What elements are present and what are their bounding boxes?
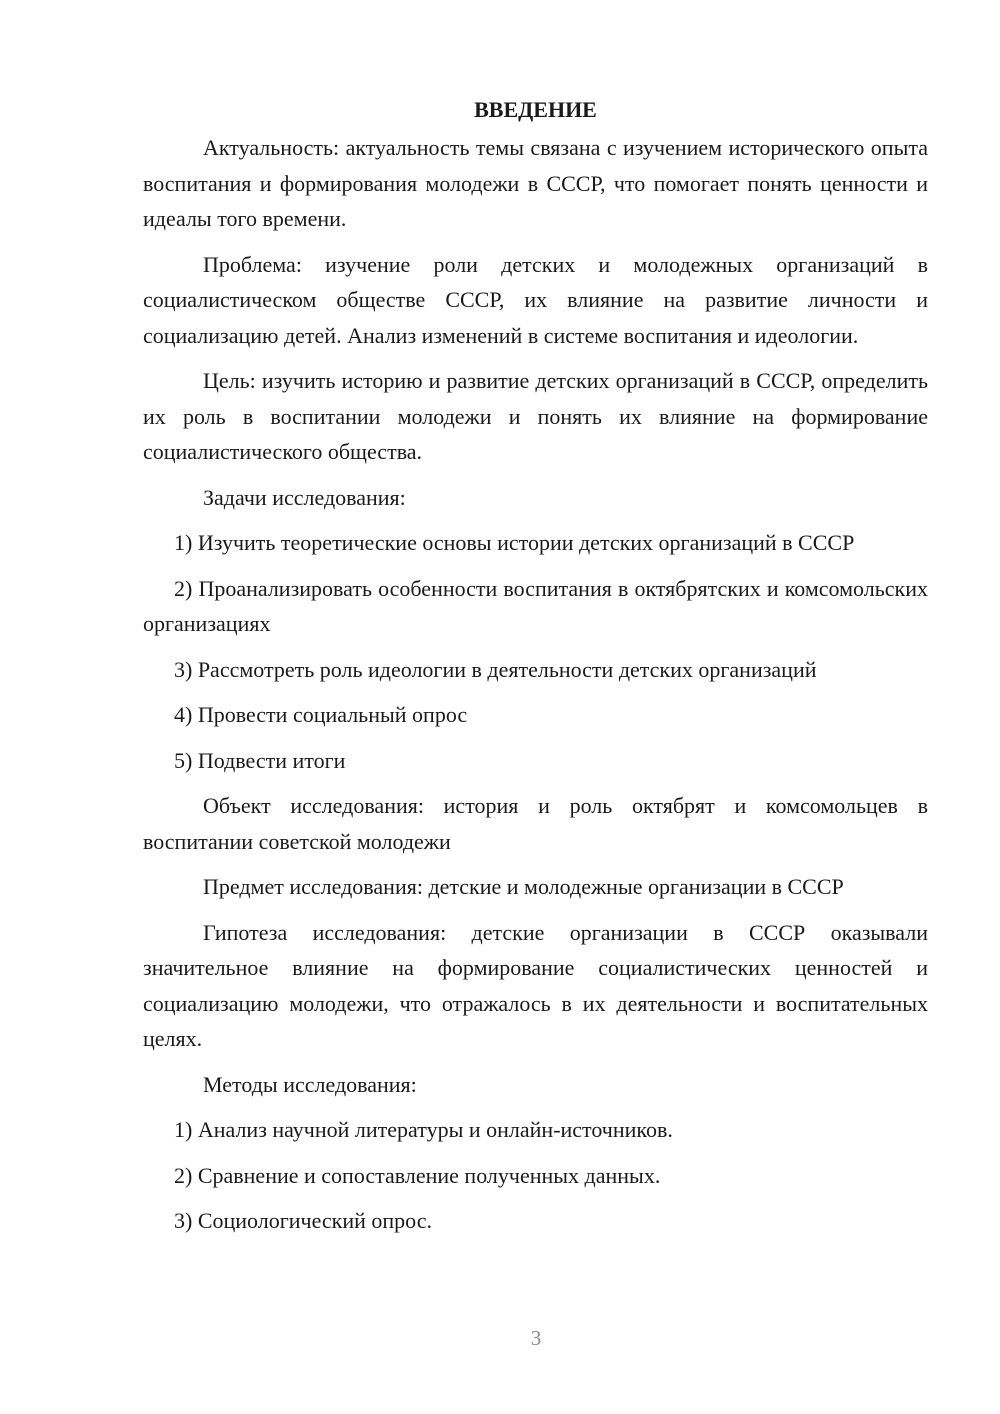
page-title: ВВЕДЕНИЕ — [474, 97, 597, 122]
method-item-1: 1) Анализ научной литературы и онлайн-источников. — [174, 1117, 673, 1142]
relevance-paragraph: Актуальность: актуальность темы связана с изучением исторического опыта воспитания и формирования молодежи в СССР, что помогает понять ценности и идеалы того времени. — [143, 135, 928, 231]
page-number: 3 — [530, 1326, 542, 1350]
subject-paragraph: Предмет исследования: детские и молодежные организации в СССР — [203, 874, 844, 899]
method-item-2: 2) Сравнение и сопоставление полученных данных. — [174, 1162, 661, 1188]
object-paragraph: Объект исследования: история и роль октябрят и комсомольцев в воспитании советской молодежи — [143, 793, 928, 854]
task-item-2: 2) Проанализировать особенности воспитания в октябрятских и комсомольских организациях — [143, 575, 928, 636]
methods-heading: Методы исследования: — [203, 1071, 417, 1097]
task-item-5: 5) Подвести итоги — [174, 747, 346, 773]
task-item-1: 1) Изучить теоретические основы истории детских организаций в СССР — [174, 530, 855, 555]
method-item-3: 3) Социологический опрос. — [174, 1208, 432, 1233]
goal-paragraph: Цель: изучить историю и развитие детских организаций в СССР, определить их роль в воспитании молодежи и понять их влияние на формирование социалистического общества. — [143, 368, 928, 464]
task-item-4: 4) Провести социальный опрос — [174, 702, 468, 727]
task-item-3: 3) Рассмотреть роль идеологии в деятельности детских организаций — [174, 656, 817, 682]
problem-paragraph: Проблема: изучение роли детских и молодежных организаций в социалистическом обществе СССР, их влияние на развитие личности и социализацию детей. Анализ изменений в системе воспитания и идеологии. — [143, 251, 928, 348]
hypothesis-paragraph: Гипотеза исследования: детские организации в СССР оказывали значительное влияние на формирование социалистических ценностей и социализацию молодежи, что отражалось в их деятельности и воспитательных целях. — [143, 919, 928, 1051]
document-page — [143, 92, 928, 1249]
tasks-heading: Задачи исследования: — [203, 484, 406, 510]
